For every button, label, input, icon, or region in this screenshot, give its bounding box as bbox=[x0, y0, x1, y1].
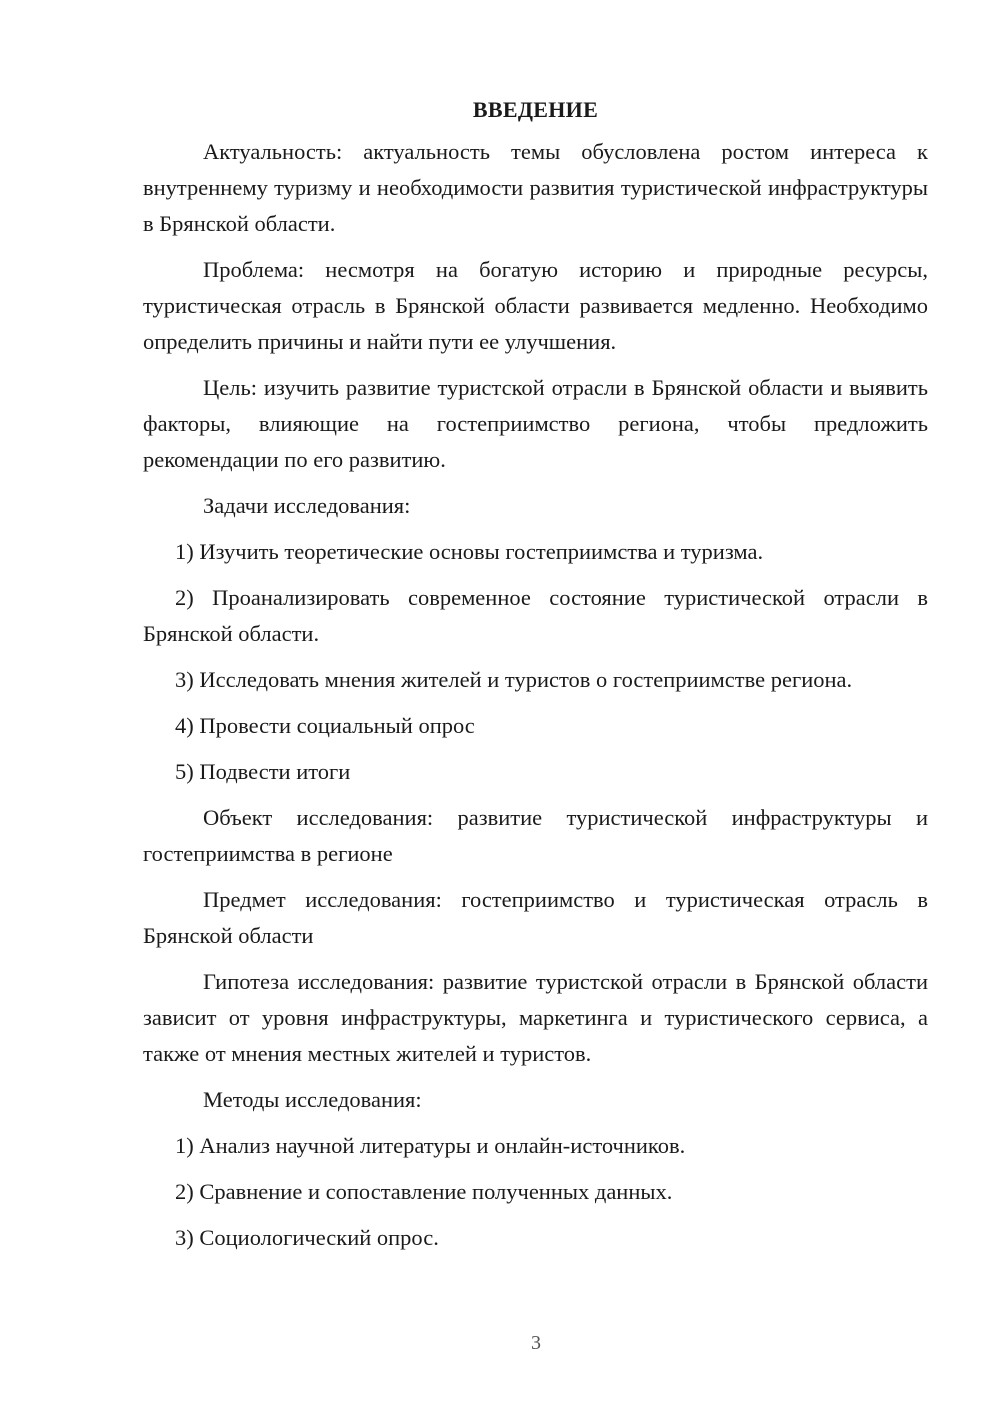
document-page bbox=[143, 92, 928, 1266]
task-item: 1) Изучить теоретические основы гостеприимства и туризма. bbox=[175, 539, 764, 564]
methods-heading: Методы исследования: bbox=[203, 1087, 422, 1112]
method-item: 2) Сравнение и сопоставление полученных данных. bbox=[175, 1179, 673, 1204]
paragraph-goal: Цель: изучить развитие туристской отрасли в Брянской области и выявить факторы, влияющие на гостеприимство региона, чтобы предложить рекомендации по его развитию. bbox=[143, 375, 928, 472]
paragraph-hypothesis: Гипотеза исследования: развитие туристской отрасли в Брянской области зависит от уровня инфраструктуры, маркетинга и туристического сервиса, а также от мнения местных жителей и туристов. bbox=[143, 969, 928, 1066]
task-item: 5) Подвести итоги bbox=[175, 759, 351, 784]
task-item: 4) Провести социальный опрос bbox=[175, 713, 475, 738]
page-number: 3 bbox=[531, 1332, 541, 1354]
page-title: ВВЕДЕНИЕ bbox=[472, 97, 599, 122]
task-item: 2) Проанализировать современное состояние туристической отрасли в Брянской области. bbox=[143, 585, 928, 646]
paragraph-relevance: Актуальность: актуальность темы обусловлена ростом интереса к внутреннему туризму и необходимости развития туристической инфраструктуры в Брянской области. bbox=[143, 139, 928, 236]
method-item: 3) Социологический опрос. bbox=[175, 1225, 439, 1250]
tasks-heading: Задачи исследования: bbox=[203, 493, 411, 518]
task-item: 3) Исследовать мнения жителей и туристов о гостеприимстве региона. bbox=[175, 667, 853, 692]
paragraph-subject: Предмет исследования: гостеприимство и туристическая отрасль в Брянской области bbox=[143, 887, 928, 948]
paragraph-problem: Проблема: несмотря на богатую историю и природные ресурсы, туристическая отрасль в Брянской области развивается медленно. Необходимо определить причины и найти пути ее улучшения. bbox=[143, 257, 928, 354]
method-item: 1) Анализ научной литературы и онлайн-источников. bbox=[175, 1133, 686, 1158]
paragraph-object: Объект исследования: развитие туристической инфраструктуры и гостеприимства в регионе bbox=[143, 805, 928, 866]
